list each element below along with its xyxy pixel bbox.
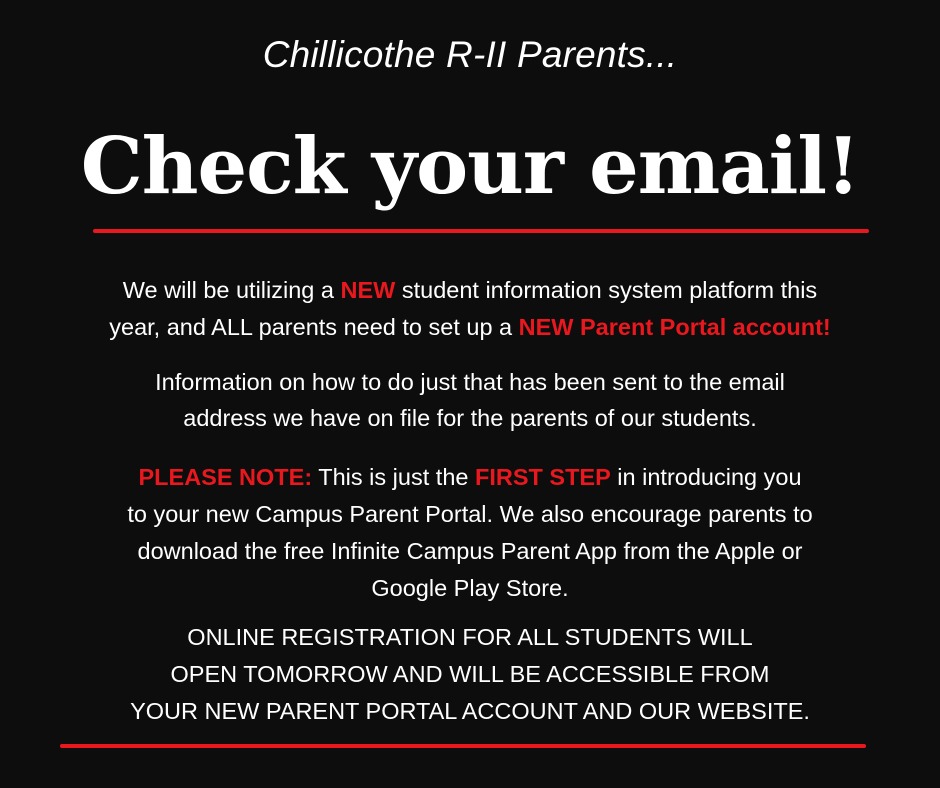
highlight-please-note: PLEASE NOTE: xyxy=(138,464,313,490)
highlight-new: NEW xyxy=(340,277,396,303)
paragraph-4-line-2: OPEN TOMORROW AND WILL BE ACCESSIBLE FROM xyxy=(170,661,770,687)
paragraph-2-line-1: Information on how to do just that has been sent to the email xyxy=(155,369,785,395)
divider-top xyxy=(93,229,869,233)
paragraph-1-line-1 xyxy=(0,274,940,306)
paragraph-2-line-2: address we have on file for the parents of our students. xyxy=(183,405,757,431)
paragraph-3-line-3: download the free Infinite Campus Parent App from the Apple or xyxy=(137,538,803,564)
paragraph-1-line-2 xyxy=(0,311,940,343)
headline: Check your email! xyxy=(80,121,860,212)
subtitle: Chillicothe R-II Parents... xyxy=(262,34,678,75)
paragraph-3-line-1 xyxy=(0,461,940,493)
paragraph-3-line-4: Google Play Store. xyxy=(371,575,569,601)
highlight-first-step: FIRST STEP xyxy=(474,464,611,490)
paragraph-4-line-3: YOUR NEW PARENT PORTAL ACCOUNT AND OUR WEBSITE. xyxy=(130,698,810,724)
paragraph-4-line-1: ONLINE REGISTRATION FOR ALL STUDENTS WILL xyxy=(187,624,753,650)
text-segment: We will be utilizing a xyxy=(122,277,341,303)
text-segment: This is just the xyxy=(312,464,475,490)
highlight-new-parent-portal: NEW Parent Portal account! xyxy=(518,314,831,340)
divider-bottom xyxy=(60,744,866,748)
text-segment: year, and ALL parents need to set up a xyxy=(109,314,519,340)
paragraph-3-line-2: to your new Campus Parent Portal. We also encourage parents to xyxy=(127,501,813,527)
text-segment: in introducing you xyxy=(610,464,802,490)
text-segment: student information system platform this xyxy=(395,277,818,303)
